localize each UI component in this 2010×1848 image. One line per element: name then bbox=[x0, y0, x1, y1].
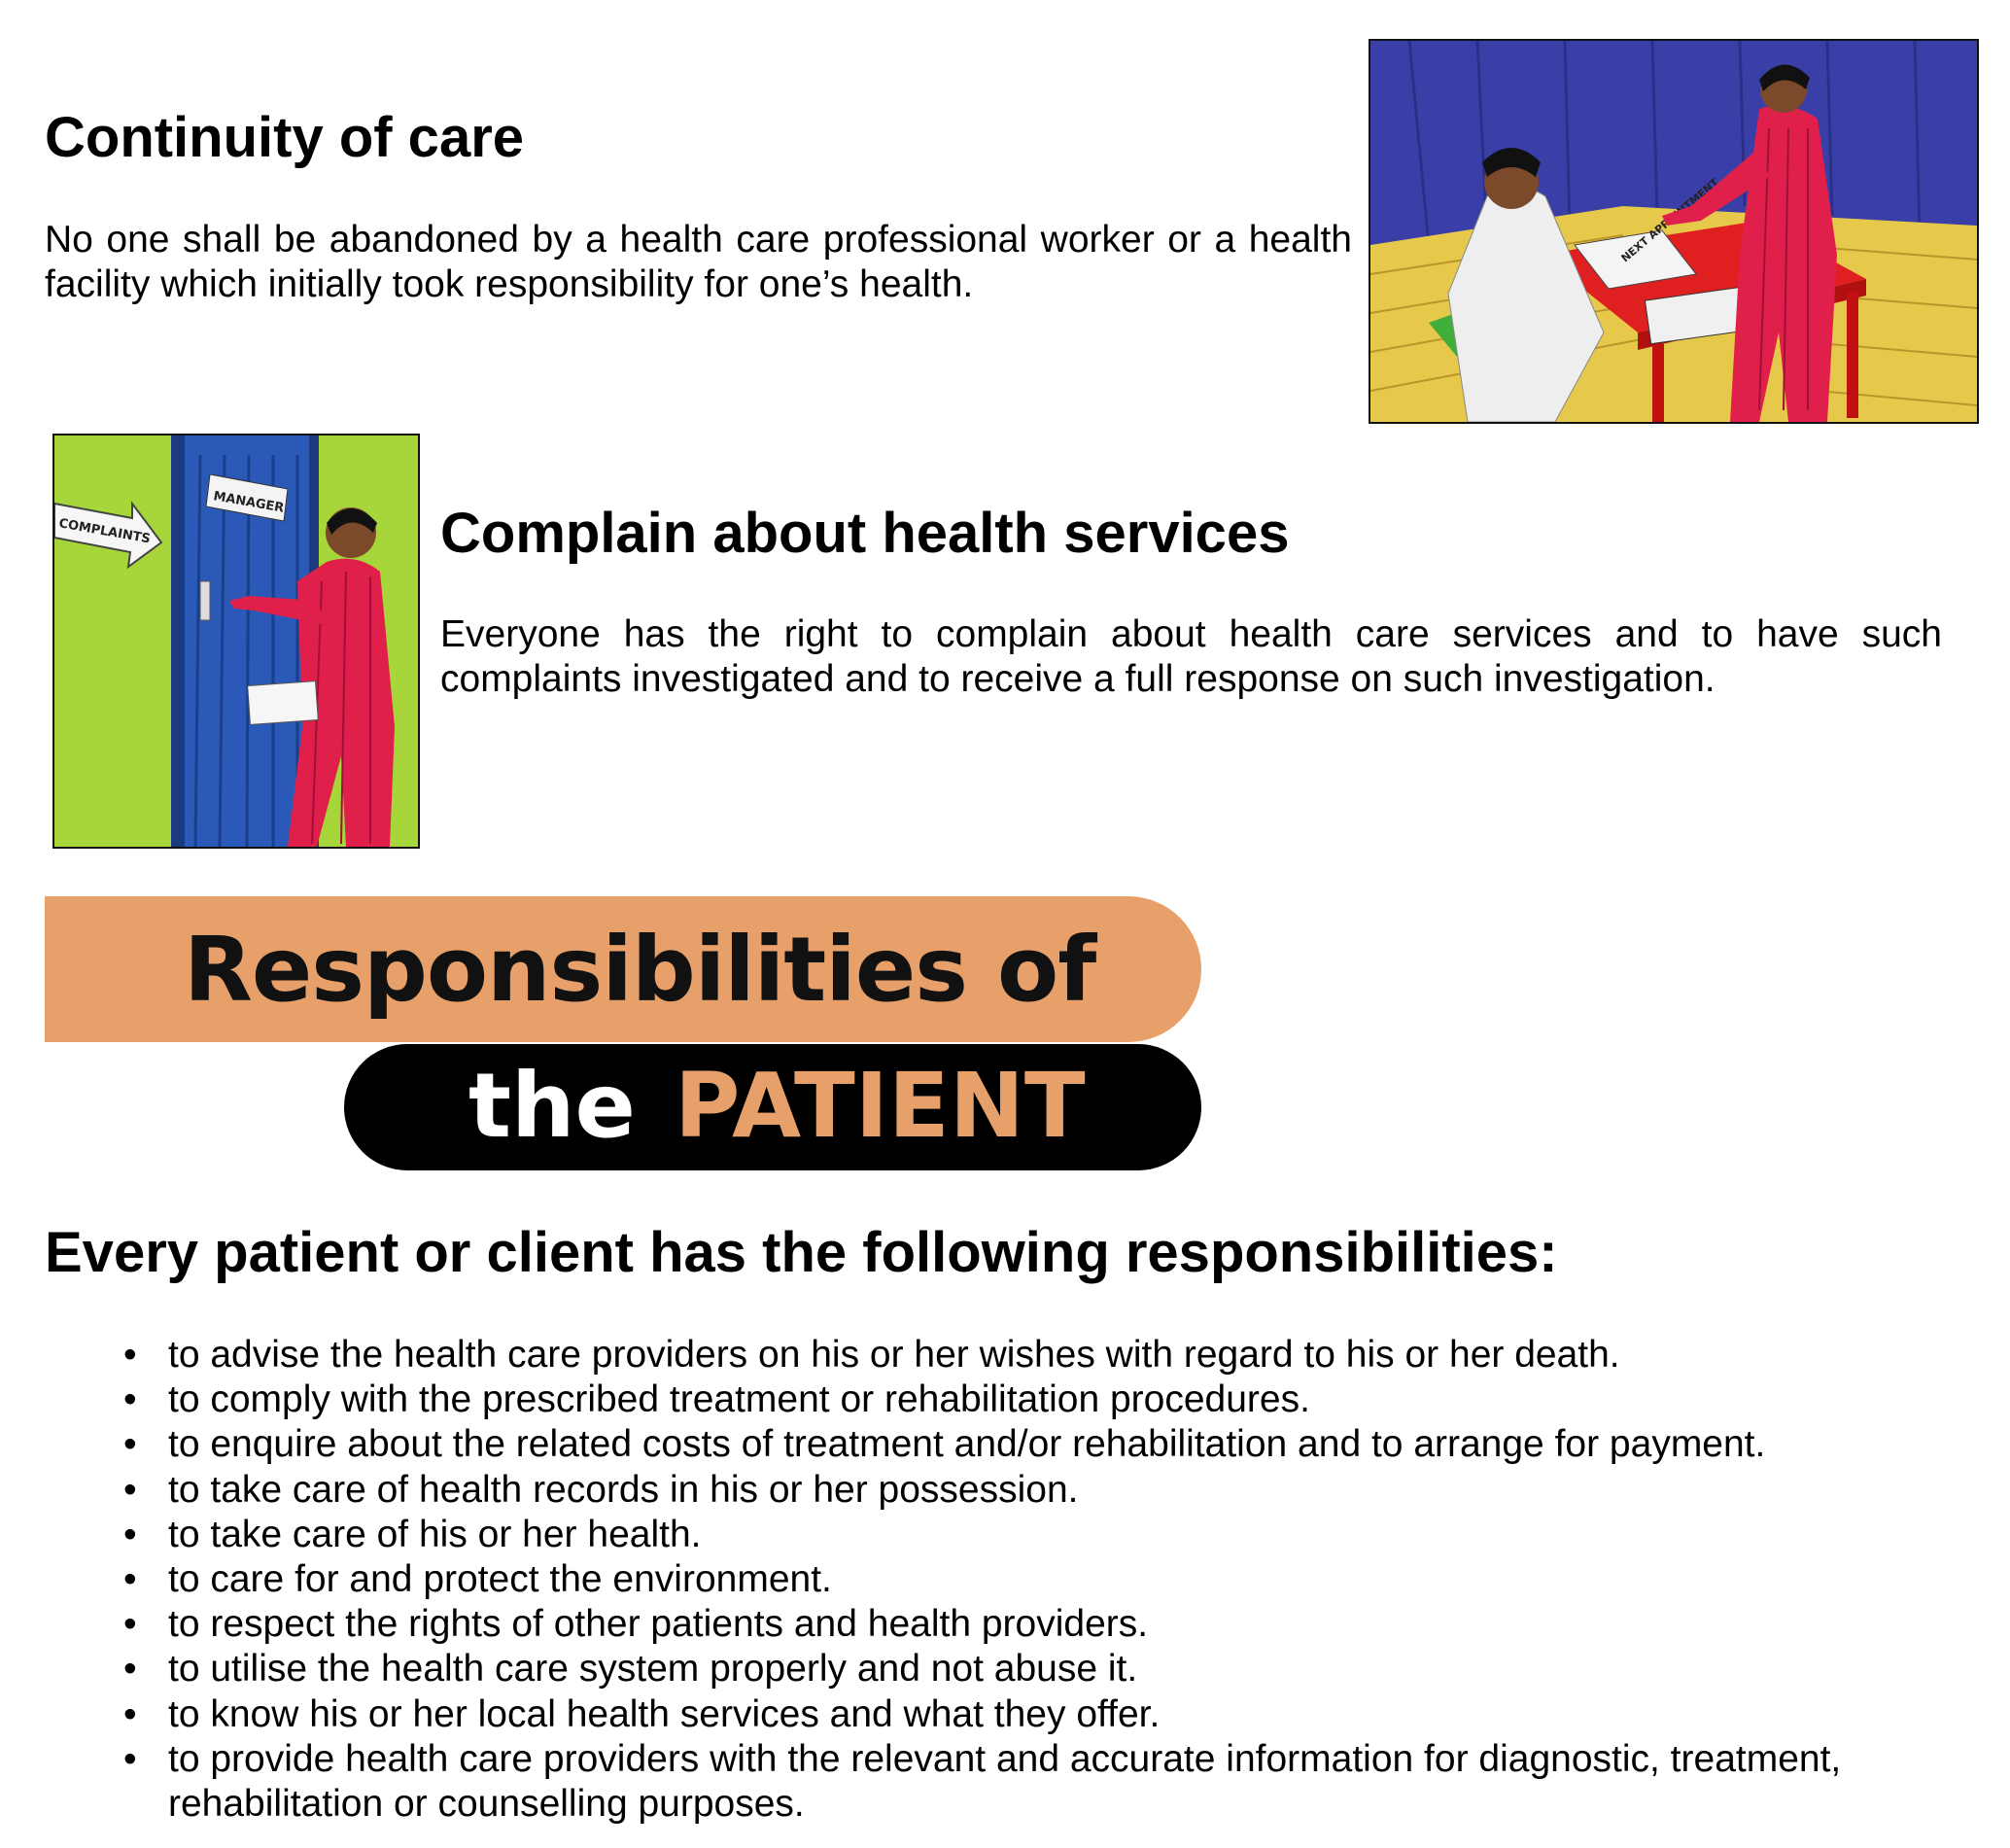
bullet-icon: • bbox=[123, 1468, 137, 1511]
bullet-icon: • bbox=[123, 1334, 137, 1376]
list-item-text: to utilise the health care system properly and not abuse it. bbox=[168, 1648, 1138, 1691]
list-item bbox=[121, 1692, 1988, 1737]
banner-word-the: the bbox=[468, 1054, 636, 1158]
list-item-text: to respect the rights of other patients and health providers. bbox=[168, 1603, 1149, 1646]
list-item-text: to care for and protect the environment. bbox=[168, 1558, 832, 1601]
responsibilities-banner bbox=[45, 896, 1201, 1170]
complain-heading: Complain about health services bbox=[440, 502, 1290, 565]
banner-word-patient: PATIENT bbox=[675, 1054, 1086, 1158]
banner-line1: Responsibilities of bbox=[184, 918, 1096, 1022]
bullet-icon: • bbox=[123, 1513, 137, 1555]
list-item bbox=[121, 1737, 1988, 1827]
responsibilities-list bbox=[121, 1333, 1988, 1827]
arrow-label: COMPLAINTS bbox=[57, 516, 152, 547]
list-item bbox=[121, 1513, 1988, 1557]
list-item bbox=[121, 1422, 1988, 1467]
list-item bbox=[121, 1557, 1988, 1602]
list-item-text: to advise the health care providers on his or her wishes with regard to his or her death. bbox=[168, 1334, 1620, 1376]
bullet-icon: • bbox=[123, 1423, 137, 1466]
door-sign-label: MANAGER bbox=[212, 489, 286, 516]
complain-text: Everyone has the right to complain about health care services and to have such complaints investigated and to receive a full response on such investigation. bbox=[440, 613, 1942, 700]
complaints-drawing bbox=[54, 436, 418, 847]
paper-label: NEXT bbox=[1618, 234, 1651, 265]
list-item-text: to take care of health records in his or her possession. bbox=[168, 1468, 1079, 1511]
bullet-icon: • bbox=[123, 1558, 137, 1601]
bullet-icon: • bbox=[123, 1378, 137, 1421]
list-item bbox=[121, 1602, 1988, 1647]
continuity-text: No one shall be abandoned by a health care professional worker or a health facility which initially took responsibility for one’s health. bbox=[45, 219, 1352, 305]
list-item bbox=[121, 1468, 1988, 1513]
list-item-text: to provide health care providers with the relevant and accurate information for diagnostic, treatment, rehabilitation or counselling purposes. bbox=[168, 1737, 1842, 1826]
list-item-text: to comply with the prescribed treatment or rehabilitation procedures. bbox=[168, 1378, 1310, 1421]
bullet-icon: • bbox=[123, 1603, 137, 1646]
list-item bbox=[121, 1647, 1988, 1691]
banner-bottom-pill bbox=[344, 1044, 1201, 1170]
bullet-icon: • bbox=[123, 1692, 137, 1735]
consultation-drawing bbox=[1370, 41, 1977, 422]
continuity-heading: Continuity of care bbox=[45, 106, 525, 169]
list-item-text: to know his or her local health services and what they offer. bbox=[168, 1692, 1161, 1735]
bullet-icon: • bbox=[123, 1737, 137, 1780]
list-item-text: to take care of his or her health. bbox=[168, 1513, 702, 1555]
responsibilities-heading: Every patient or client has the following responsibilities: bbox=[45, 1221, 1558, 1284]
consultation-illustration bbox=[1369, 39, 1979, 424]
list-item bbox=[121, 1377, 1988, 1422]
complaints-illustration bbox=[52, 434, 420, 849]
list-item bbox=[121, 1333, 1988, 1377]
bullet-icon: • bbox=[123, 1648, 137, 1691]
list-item-text: to enquire about the related costs of treatment and/or rehabilitation and to arrange for payment. bbox=[168, 1423, 1766, 1466]
